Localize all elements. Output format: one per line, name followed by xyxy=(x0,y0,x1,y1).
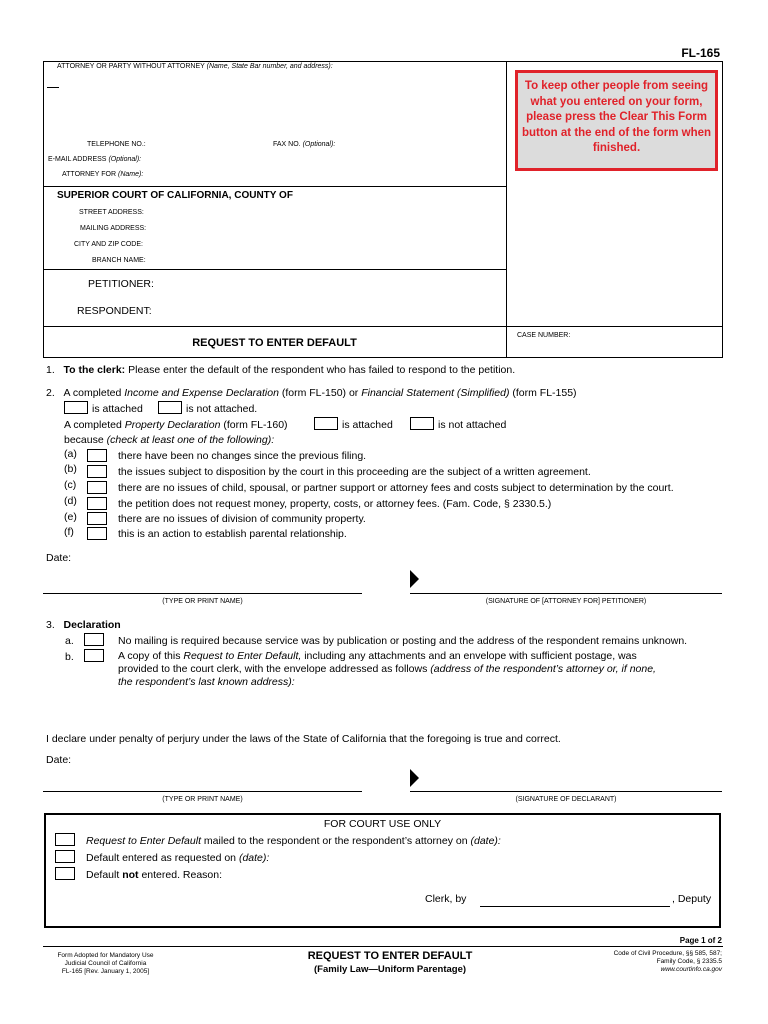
form-number: FL-165 xyxy=(681,46,720,60)
fl160-not-attached-label: is not attached xyxy=(438,419,507,431)
signature-label-2: (SIGNATURE OF DECLARANT) xyxy=(515,796,617,803)
form-title: REQUEST TO ENTER DEFAULT xyxy=(192,337,357,349)
date-label-2: Date: xyxy=(46,754,72,766)
branch-name-label: BRANCH NAME: xyxy=(92,257,146,264)
signature-arrow-icon xyxy=(410,570,419,588)
option-d-checkbox[interactable] xyxy=(87,497,107,510)
attorney-label: ATTORNEY OR PARTY WITHOUT ATTORNEY (Name, State Bar number, and address): xyxy=(57,63,333,70)
mailed-checkbox[interactable] xyxy=(55,833,75,846)
option-e-text: there are no issues of division of community property. xyxy=(118,513,366,525)
email-label: E-MAIL ADDRESS (Optional): xyxy=(48,156,142,163)
option-e-checkbox[interactable] xyxy=(87,512,107,525)
type-name-label-1: (TYPE OR PRINT NAME) xyxy=(162,598,243,605)
option-d-text: the petition does not request money, property, costs, or attorney fees. (Fam. Code, § 2330.5.) xyxy=(118,498,552,510)
date-label-1: Date: xyxy=(46,552,72,564)
header-divider xyxy=(506,61,507,358)
option-b-checkbox[interactable] xyxy=(87,465,107,478)
declaration-b-line3: the respondent’s last known address): xyxy=(118,676,295,688)
default-not-entered-checkbox[interactable] xyxy=(55,867,75,880)
mailing-address-label: MAILING ADDRESS: xyxy=(80,225,147,232)
type-name-line-1[interactable] xyxy=(43,593,362,594)
petitioner-label: PETITIONER: xyxy=(88,278,154,290)
option-f-checkbox[interactable] xyxy=(87,527,107,540)
footer-subtitle: (Family Law—Uniform Parentage) xyxy=(313,964,467,975)
declaration-b-line1: A copy of this Request to Enter Default, including any attachments and an envelope with sufficient postage, was xyxy=(118,650,637,662)
telephone-label: TELEPHONE NO.: xyxy=(87,141,146,148)
mailed-text: Request to Enter Default mailed to the respondent or the respondent’s attorney on (date): xyxy=(86,835,501,847)
signature-label-1: (SIGNATURE OF [ATTORNEY FOR] PETITIONER) xyxy=(485,598,647,605)
city-zip-label: CITY AND ZIP CODE: xyxy=(74,241,143,248)
option-c-checkbox[interactable] xyxy=(87,481,107,494)
street-address-label: STREET ADDRESS: xyxy=(79,209,144,216)
option-a-text: there have been no changes since the previous filing. xyxy=(118,450,367,462)
default-entered-text: Default entered as requested on (date): xyxy=(86,852,270,864)
fl150-not-attached-checkbox[interactable] xyxy=(158,401,182,414)
clerk-label: Clerk, by xyxy=(425,893,467,905)
option-f-text: this is an action to establish parental relationship. xyxy=(118,528,347,540)
page-number: Page 1 of 2 xyxy=(679,936,722,945)
footer-title: REQUEST TO ENTER DEFAULT xyxy=(307,950,473,962)
declaration-b-line2: provided to the court clerk, with the envelope addressed as follows (address of the respondent’s attorney or, if none, xyxy=(118,663,656,675)
item1: 1. To the clerk: Please enter the default of the respondent who has failed to respond to the petition. xyxy=(46,364,516,376)
fl160-attached-checkbox[interactable] xyxy=(314,417,338,430)
declaration-a-checkbox[interactable] xyxy=(84,633,104,646)
privacy-notice: To keep other people from seeing what you entered on your form, please press the Clear This Form button at the end of the form when finished. xyxy=(515,70,718,171)
signature-arrow-icon xyxy=(410,769,419,787)
type-name-label-2: (TYPE OR PRINT NAME) xyxy=(162,796,243,803)
signature-line-2[interactable] xyxy=(410,791,722,792)
respondent-label: RESPONDENT: xyxy=(77,305,152,317)
fl160-attached-label: is attached xyxy=(342,419,393,431)
declaration-b-checkbox[interactable] xyxy=(84,649,104,662)
perjury-statement: I declare under penalty of perjury under the laws of the State of California that the foregoing is true and correct. xyxy=(46,733,561,745)
item2-line1: 2. A completed Income and Expense Declaration (form FL-150) or Financial Statement (Simplified) (form FL-155) xyxy=(46,387,577,399)
item3-title: 3. Declaration xyxy=(46,619,121,631)
fl160-not-attached-checkbox[interactable] xyxy=(410,417,434,430)
fl150-attached-checkbox[interactable] xyxy=(64,401,88,414)
fl150-not-attached-label: is not attached. xyxy=(186,403,258,415)
item2-line3: A completed Property Declaration (form FL-160) xyxy=(64,419,288,431)
declaration-a-text: No mailing is required because service was by publication or posting and the address of the respondent remains unknown. xyxy=(118,635,688,647)
deputy-label: , Deputy xyxy=(672,893,712,905)
signature-line-1[interactable] xyxy=(410,593,722,594)
item2-because: because (check at least one of the following): xyxy=(64,434,275,446)
option-a-checkbox[interactable] xyxy=(87,449,107,462)
adoption-info: Form Adopted for Mandatory Use Judicial Council of California FL-165 [Rev. January 1, 2005] xyxy=(57,952,154,975)
option-c-text: there are no issues of child, spousal, or partner support or attorney fees and costs subject to determination by the court. xyxy=(118,482,674,494)
fax-label: FAX NO. (Optional): xyxy=(273,141,336,148)
default-not-entered-text: Default not entered. Reason: xyxy=(86,869,223,881)
case-number-label: CASE NUMBER: xyxy=(517,332,571,339)
default-entered-checkbox[interactable] xyxy=(55,850,75,863)
court-use-title: FOR COURT USE ONLY xyxy=(323,818,442,830)
option-b-text: the issues subject to disposition by the court in this proceeding are the subject of a written agreement. xyxy=(118,466,591,478)
type-name-line-2[interactable] xyxy=(43,791,362,792)
legal-citations: Code of Civil Procedure, §§ 585, 587; Family Code, § 2335.5 www.courtinfo.ca.gov xyxy=(613,950,722,973)
attorney-for-label: ATTORNEY FOR (Name): xyxy=(62,171,144,178)
clerk-line[interactable] xyxy=(480,906,670,907)
fl150-attached-label: is attached xyxy=(92,403,143,415)
court-title: SUPERIOR COURT OF CALIFORNIA, COUNTY OF xyxy=(57,190,293,201)
